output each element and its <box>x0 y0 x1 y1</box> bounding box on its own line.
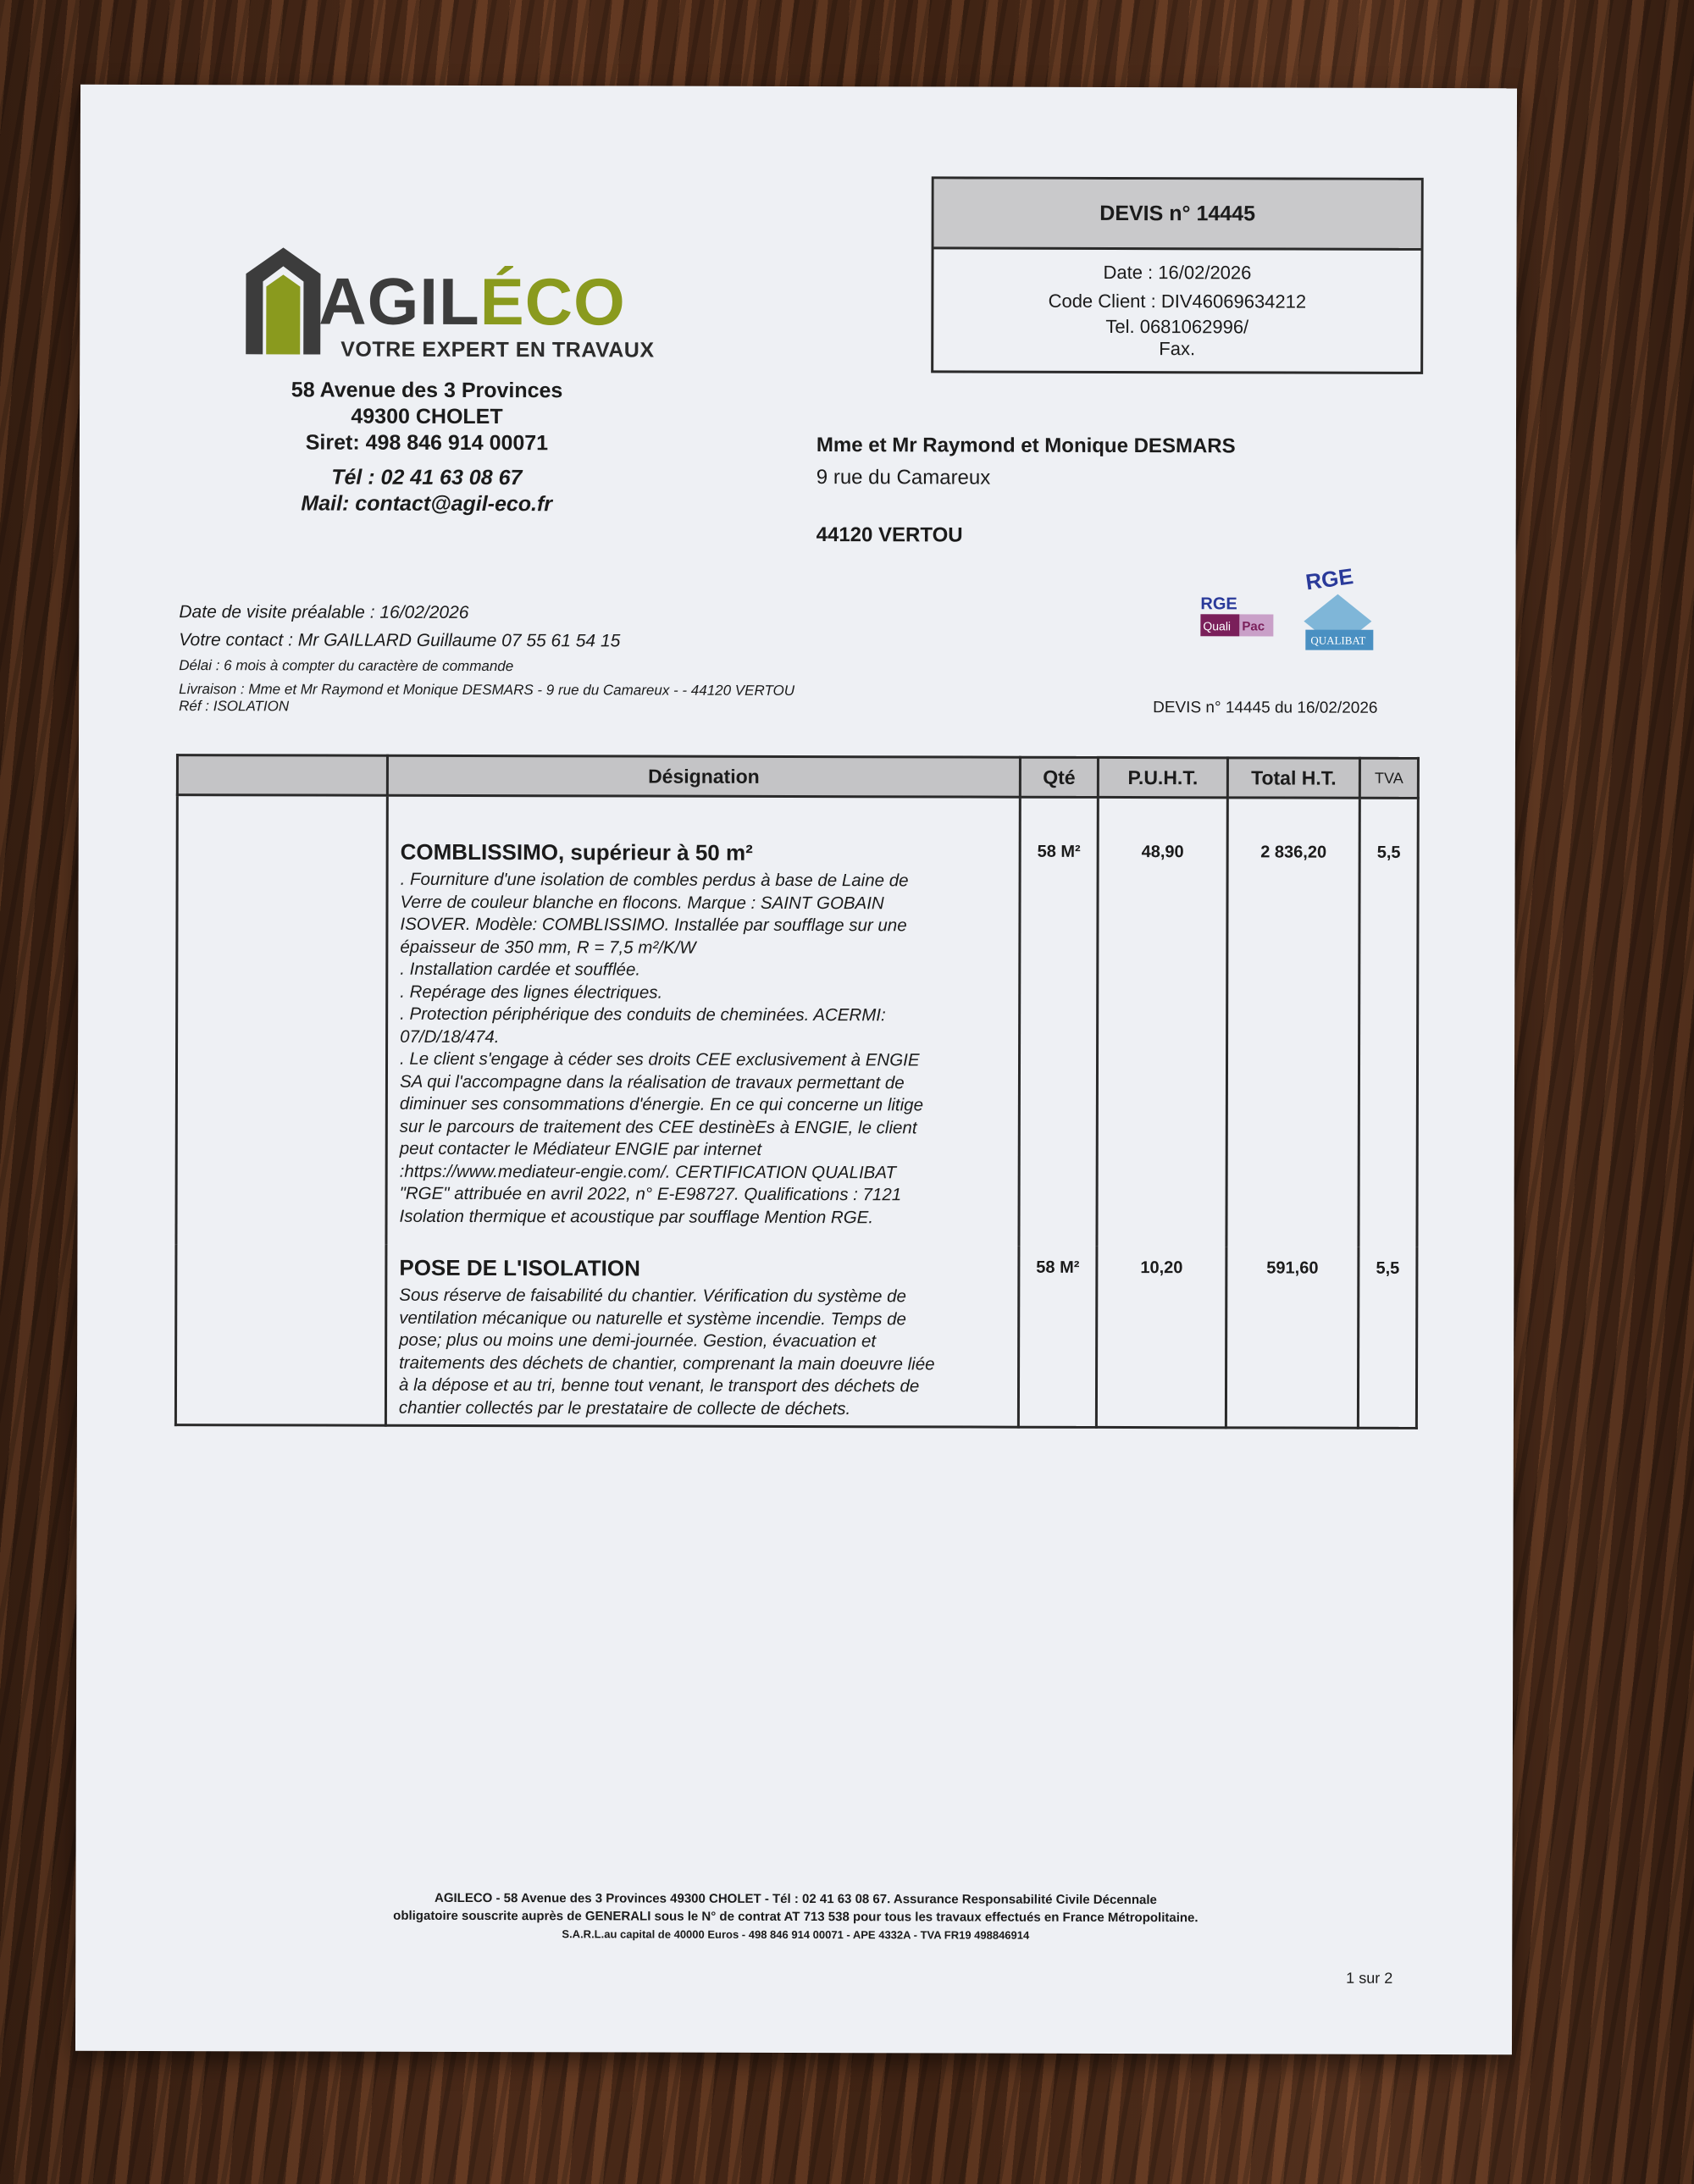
legal-footer <box>177 1888 1414 1945</box>
table-cell-vat: 5,5 <box>1358 1247 1417 1429</box>
client-street: 9 rue du Camareux <box>816 466 991 489</box>
logo-tagline: VOTRE EXPERT EN TRAVAUX <box>340 337 655 362</box>
table-cell-blank <box>175 1244 386 1425</box>
footer-line2: obligatoire souscrite auprès de GENERALI sous le N° de contrat AT 713 538 pour tous les travaux effectués en France Métropolitaine. <box>393 1908 1199 1926</box>
rge-qualipac-badge <box>1197 589 1278 644</box>
table-cell-designation <box>386 795 1020 1246</box>
visit-info-block <box>179 598 794 716</box>
table-cell-total: 2 836,20 <box>1226 798 1359 1247</box>
rge-qualibat-badge-label: QUALIBAT <box>1310 633 1366 647</box>
company-address-line2: 49300 CHOLET <box>351 404 503 429</box>
house-icon <box>241 244 325 362</box>
item-description: Sous réserve de faisabilité du chantier. Vérification du système de ventilation mécanique ou naturelle et système incendie. Temps de pose; plus ou moins une demi-journée. Gestion, évacuation et traitements des déchets de chantier, comprenant la main doeuvre liée à la dépose et au tri, benne tout venant, le transport des déchets de chantier collectés par le prestataire de collecte de déchets. <box>398 1285 935 1418</box>
col-header-blank <box>177 755 387 796</box>
quote-date: Date : 16/02/2026 <box>1103 261 1252 284</box>
table-cell-total: 591,60 <box>1226 1247 1359 1428</box>
client-fax: Fax. <box>1159 338 1196 360</box>
company-logo <box>241 244 655 372</box>
table-cell-designation <box>385 1245 1019 1427</box>
table-row <box>176 795 1418 1247</box>
rge-qualipac-badge-top: RGE <box>1200 594 1237 614</box>
page-number: 1 sur 2 <box>1346 1969 1393 1987</box>
visit-date: Date de visite préalable : 16/02/2026 <box>179 602 469 622</box>
client-city: 44120 VERTOU <box>816 523 963 547</box>
table-cell-blank <box>176 795 387 1245</box>
company-address-block <box>249 377 605 517</box>
rge-qualipac-badge-label-a: Quali <box>1203 619 1232 633</box>
visit-contact: Votre contact : Mr GAILLARD Guillaume 07 55 61 54 15 <box>179 630 621 651</box>
col-header-unit-price: P.U.H.T. <box>1098 757 1227 797</box>
company-phone: Tél : 02 41 63 08 67 <box>331 465 523 490</box>
table-cell-qty: 58 M² <box>1019 797 1098 1247</box>
visit-reference: Réf : ISOLATION <box>179 698 290 715</box>
client-address-block <box>817 429 1236 552</box>
footer-line3: S.A.R.L.au capital de 40000 Euros - 498 846 914 00071 - APE 4332A - TVA FR19 498846914 <box>562 1927 1030 1942</box>
client-code: Code Client : DIV46069634212 <box>1048 290 1307 312</box>
client-phone: Tel. 0681062996/ <box>1105 315 1249 338</box>
table-cell-vat: 5,5 <box>1359 798 1418 1247</box>
logo-word-main: AGIL <box>318 263 480 340</box>
client-name: Mme et Mr Raymond et Monique DESMARS <box>816 434 1236 458</box>
col-header-total: Total H.T. <box>1227 758 1359 798</box>
quote-number-title: DEVIS n° 14445 <box>934 179 1421 251</box>
rge-qualipac-badge-label-b: Pac <box>1242 619 1265 634</box>
logo-wordmark <box>318 263 626 341</box>
table-cell-unit-price: 48,90 <box>1097 797 1227 1247</box>
company-siret: Siret: 498 846 914 00071 <box>305 430 549 456</box>
table-header-row <box>177 755 1418 799</box>
table-cell-qty: 58 M² <box>1018 1247 1097 1428</box>
col-header-designation: Désignation <box>387 755 1020 797</box>
footer-line1: AGILECO - 58 Avenue des 3 Provinces 49300 CHOLET - Tél : 02 41 63 08 67. Assurance Responsabilité Civile Décennale <box>434 1890 1157 1908</box>
visit-delay: Délai : 6 mois à compter du caractère de commande <box>179 657 514 675</box>
rge-qualibat-badge <box>1298 564 1380 657</box>
item-title: COMBLISSIMO, supérieur à 50 m² <box>400 838 753 865</box>
table-row <box>175 1244 1417 1428</box>
col-header-vat: TVA <box>1359 758 1418 798</box>
company-address-line1: 58 Avenue des 3 Provinces <box>291 378 563 403</box>
quote-document <box>75 85 1517 2054</box>
logo-word-accent: ÉCO <box>479 264 626 340</box>
item-title: POSE DE L'ISOLATION <box>399 1254 640 1281</box>
item-description: . Fourniture d'une isolation de combles perdus à base de Laine de Verre de couleur blanche en flocons. Marque : SAINT GOBAIN ISOVER. Modèle: COMBLISSIMO. Installée par soufflage sur une épaisseur de 350 mm, R = 7,5 m²/K/W . Installation cardée et soufflée. . Repérage des lignes électriques. . Protection périphérique des conduits de cheminées. ACERMI: 07/D/18/474. . Le client s'engage à céder ses droits CEE exclusivement à ENGIE SA qui l'accompagne dans la réalisation de travaux permettant de diminuer ses consommations d'énergie. En ce qui concerne un litige sur le parcours de traitement des CEE destinèEs à ENGIE, le client peut contacter le Médiateur ENGIE par internet :https://www.mediateur-engie.com/. CERTIFICATION QUALIBAT "RGE" attribuée en avril 2022, n° E-E98727. Qualifications : 7121 Isolation thermique et acoustique par soufflage Mention RGE. <box>399 869 924 1227</box>
table-cell-unit-price: 10,20 <box>1096 1247 1226 1428</box>
col-header-qty: Qté <box>1020 757 1098 797</box>
company-email: Mail: contact@agil-eco.fr <box>301 491 553 517</box>
visit-delivery: Livraison : Mme et Mr Raymond et Monique DESMARS - 9 rue du Camareux - - 44120 VERTOU <box>179 681 795 699</box>
rge-qualibat-badge-top: RGE <box>1304 563 1355 595</box>
quote-items-table <box>174 754 1420 1429</box>
quote-header-box <box>931 176 1424 374</box>
quote-reference-line: DEVIS n° 14445 du 16/02/2026 <box>1153 699 1378 717</box>
